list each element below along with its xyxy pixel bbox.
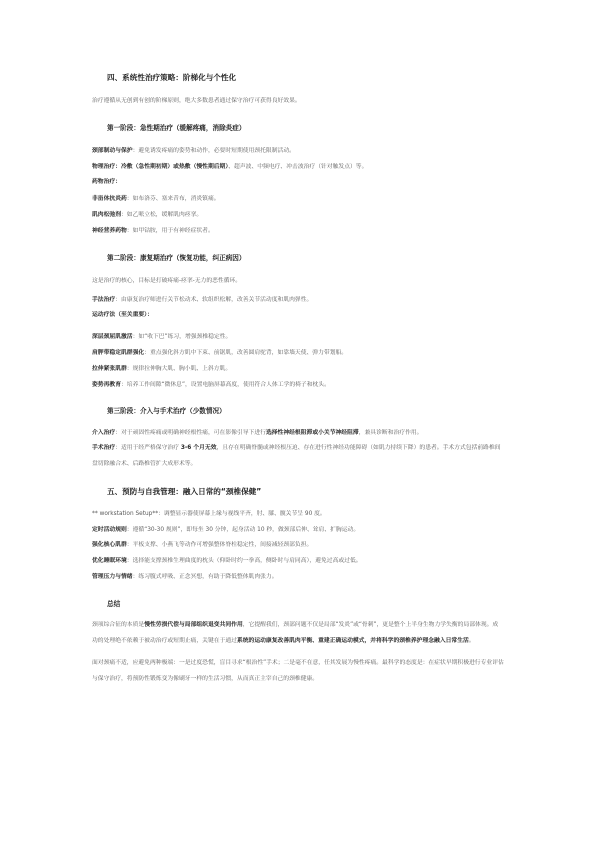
item-text: ：适用于经严格保守治疗 xyxy=(115,445,181,451)
item-text: ：遵循“30-30 规则”，即每坐 30 分钟，起身活动 10 秒，做颈部后伸、耸肩、扩胸运动。 xyxy=(126,527,360,533)
list-item xyxy=(92,365,231,373)
paragraph-text: 颈项综合征的本质是 xyxy=(92,622,145,628)
item-lead: 介入治疗 xyxy=(92,430,116,436)
section-heading: 四、系统性治疗策略：阶梯化与个性化 xyxy=(107,73,237,82)
list-item xyxy=(92,333,231,341)
list-item xyxy=(92,147,295,155)
paragraph-text: 。 xyxy=(468,637,475,644)
paragraph-text: ，它提醒我们，颈部问题不仅是局部“发炎”或“骨刺”，更是整个上半身生物力学失衡的局部体现。成功的处理绝不依赖于被动治疗或短期止痛，关键在于通过 xyxy=(92,622,499,644)
list-item xyxy=(92,526,359,534)
stage-heading: 第三阶段：介入与手术治疗（少数情况） xyxy=(107,407,226,415)
item-text: ，且存在明确脊髓或神经根压迫、存在进行性神经功能障碍（如肌力持续下降）的患者。手术方式包括前路椎间盘切除融合术、后路椎管扩大成形术等。 xyxy=(92,445,501,467)
list-item xyxy=(92,163,367,171)
section-heading: 五、预防与自我管理：融入日常的“颈椎保健” xyxy=(107,487,262,496)
list-item xyxy=(92,227,214,235)
item-text: ，兼具诊断和治疗作用。 xyxy=(358,430,423,436)
item-lead: 肩胛带稳定肌群强化 xyxy=(92,350,145,356)
subsection-label: 运动疗法（至关重要）： xyxy=(92,312,153,318)
item-lead: 定时活动规则 xyxy=(92,527,127,533)
item-emphasis: 3-6 个月无效 xyxy=(180,445,217,451)
item-lead: 颈部制动与保护 xyxy=(92,148,133,154)
list-item xyxy=(92,381,330,389)
item-lead: 手术治疗 xyxy=(92,445,116,451)
item-lead: 非甾体抗炎药 xyxy=(92,196,127,202)
item-lead: 优化睡眠环境 xyxy=(92,558,127,564)
item-text: ：如甲钴胺，用于有神经症状者。 xyxy=(126,228,214,234)
item-text: ：如“收下巴”练习，增强颈椎稳定性。 xyxy=(132,334,232,340)
item-text: ：如乙哌立松，缓解肌肉痉挛。 xyxy=(121,212,203,218)
list-item xyxy=(92,349,347,357)
item-text: ：培养工作间隙“微休息”，设置电脑屏幕高度，使用符合人体工学的椅子和枕头。 xyxy=(121,382,330,388)
list-item xyxy=(92,557,362,565)
subsection-label: 药物治疗： xyxy=(92,179,121,185)
list-item: ** workstation Setup**：调整显示器使屏幕上缘与视线平齐，肘、膝、髋关节呈 90 度。 xyxy=(92,511,326,517)
item-lead: 拉伸紧张肌群 xyxy=(92,366,127,372)
item-lead: 深层颈屈肌激活 xyxy=(92,334,133,340)
item-text: ：练习腹式呼吸、正念冥想，有助于降低整体肌肉张力。 xyxy=(132,574,278,580)
item-lead: 强化核心肌群 xyxy=(92,542,127,548)
item-lead: 物理治疗： xyxy=(92,164,121,170)
item-text: 、超声波、中频电疗、冲击波治疗（针对触发点）等。 xyxy=(228,164,368,170)
item-text: ：如布洛芬、塞来昔布，消炎镇痛。 xyxy=(126,196,220,202)
item-lead: 管理压力与情绪 xyxy=(92,574,133,580)
list-item xyxy=(92,541,312,549)
item-text: ：重点强化斜方肌中下束、前锯肌，改善圆肩驼背，如靠墙天使、弹力带划船。 xyxy=(144,350,348,356)
list-item xyxy=(92,195,220,203)
item-text: ：避免诱发疼痛的姿势和动作，必要时短期使用颈托限制活动。 xyxy=(132,148,295,154)
item-lead: 手法治疗 xyxy=(92,297,116,303)
list-item xyxy=(92,296,312,304)
item-emphasis: 冷敷（急性期初期）或热敷（慢性期后期） xyxy=(121,164,229,170)
list-item xyxy=(92,441,504,472)
stage-intro: 这是治疗的核心，目标是打破疼痛-痉挛-无力的恶性循环。 xyxy=(92,278,242,284)
summary-paragraph xyxy=(92,618,504,649)
summary-paragraph: 面对颈痛不适，应避免两种极端：一是过度恐慌，盲目寻求“根治性”手术；二是毫不在意，任其发展为慢性疼痛。最科学的态度是：在症状早期积极进行专业评估与保守治疗，将预防性锻炼变为像刷牙一样的生活习惯，从而真正主宰自己的颈椎健康。 xyxy=(92,660,504,682)
item-lead: 姿势再教育 xyxy=(92,382,121,388)
item-lead: 神经营养药物 xyxy=(92,228,127,234)
item-text: ：平板支撑、小燕飞等动作可增强整体脊柱稳定性，间接减轻颈部负担。 xyxy=(126,542,313,548)
stage-heading: 第二阶段：康复期治疗（恢复功能，纠正病因） xyxy=(107,254,246,262)
paragraph-emphasis: 慢性劳损代偿与局部组织退变共同作用 xyxy=(144,622,243,628)
summary-heading: 总结 xyxy=(107,600,121,608)
list-item xyxy=(92,573,278,581)
list-item xyxy=(92,429,422,437)
item-emphasis: 选择性神经根阻滞或小关节神经阻滞 xyxy=(265,430,359,436)
item-text: ：规律拉伸胸大肌、胸小肌、上斜方肌。 xyxy=(126,366,232,372)
stage-heading: 第一阶段：急性期治疗（缓解疼痛，消除炎症） xyxy=(107,124,246,132)
item-text: ：选择能支撑颈椎生理曲度的枕头（仰卧时约一拳高，侧卧时与肩同高），避免过高或过低。 xyxy=(126,558,362,564)
item-lead: 肌肉松弛剂 xyxy=(92,212,121,218)
list-item xyxy=(92,211,202,219)
section-intro: 治疗遵循从无创到有创的阶梯原则，绝大多数患者通过保守治疗可获得良好效果。 xyxy=(92,98,301,104)
item-text: ：由康复治疗师进行关节松动术、软组织松解，改善关节活动度和肌肉弹性。 xyxy=(115,297,313,303)
paragraph-emphasis: 系统的运动康复改善肌肉平衡、重建正确运动模式，并将科学的颈椎养护理念融入日常生活 xyxy=(236,637,469,644)
item-text: ：对于顽固性疼痛或明确神经根性痛，可在影像引导下进行 xyxy=(115,430,266,436)
